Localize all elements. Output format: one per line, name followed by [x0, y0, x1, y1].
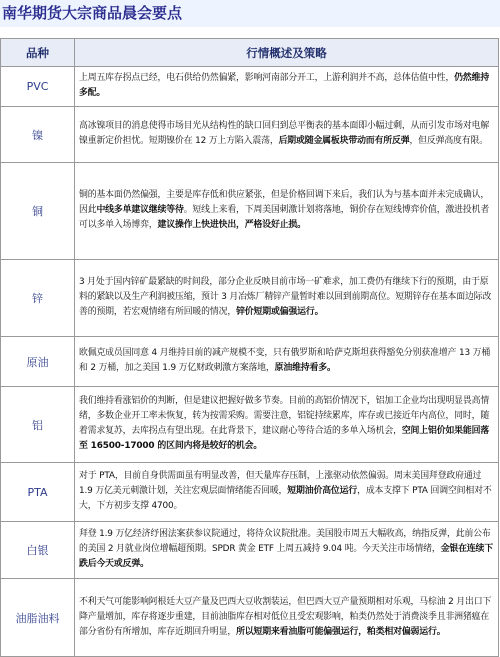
- row-zinc: [1, 260, 499, 337]
- commentary: 上周五库存拐点已经，电石供给仍然偏紧，影响河南部分开工，上游利润并不高，总体估值中性，仍然维持多配。: [75, 67, 499, 107]
- report-title: 南华期货大宗商品晨会要点: [0, 0, 500, 27]
- commodity-name: 铝: [1, 387, 75, 463]
- row-aluminum: [1, 387, 499, 463]
- commodity-name: PTA: [1, 463, 75, 522]
- commodity-name: 白银: [1, 522, 75, 579]
- commentary: 对于 PTA，目前自身供需面虽有明显改善，但天量库存压制，上涨驱动依然偏弱。周末美国拜登政府通过 1.9 万亿美元刺激计划，关注宏观层面情绪能否回暖，短期油价高位运行，成本支撑下 PTA 回调空间相对不大，下方初步支撑 4700。: [75, 463, 499, 522]
- commodity-name: 镍: [1, 107, 75, 163]
- key-view: 中线多单建议继续等待: [96, 205, 184, 215]
- commentary: 我们维持看涨铝价的判断，但是建议把握好做多节奏。目前的高铝价情况下，铝加工企业均出现明显畏高情绪，多数企业开工率未恢复，转为按需采购。需要注意，铝锭持续累库，库存或已接近年内高位，同时，随着需求复苏，去库拐点有望出现。在此背景下，建议耐心等待合适的多单入场机会，空间上铝价如果能回落至 16500-17000 的区间内将是较好的机会。: [75, 387, 499, 463]
- commentary: 欧佩克成员国同意 4 月维持目前的减产规模不变，只有俄罗斯和哈萨克斯坦获得豁免分别获准增产 13 万桶和 2 万桶，加之美国 1.9 万亿财政刺激方案落地，原油维持看多。: [75, 337, 499, 387]
- key-view-secondary: 建议操作上快进快出，严格设好止损。: [157, 220, 306, 230]
- key-view: 金银在连续下跌后今天或反弹。: [79, 544, 493, 569]
- commodity-name: 锌: [1, 260, 75, 337]
- commentary: 3 月处于国内锌矿最紧缺的时间段，部分企业反映目前市场一矿难求，加工费仍有继续下行的预期，由于原料的紧缺以及生产利润被压缩，预计 3 月冶炼厂精锌产量暂时难以回到前期高位。短期锌存在基本面边际改善的预期，若宏观情绪有所回暖的情况，锌价短期或偏强运行。: [75, 260, 499, 337]
- row-pvc: [1, 67, 499, 107]
- key-view: 后期或随金属板块带动而有所反弹: [278, 136, 410, 146]
- row-crude-oil: [1, 337, 499, 387]
- commentary: 不利天气可能影响阿根廷大豆产量及巴西大豆收割装运，但巴西大豆产量预期相对乐观，马棕油 2 月出口下降产量增加，库存将逐步重建，目前油脂库存相对低位且受宏观影响，粕类仍然处于消费淡季且非洲猪瘟在部分省份有所增加，库存近期回升明显，所以短期来看油脂可能偏强运行，粕类相对偏弱运行。: [75, 579, 499, 657]
- row-silver: [1, 522, 499, 579]
- key-view: 所以短期来看油脂可能偏强运行，粕类相对偏弱运行。: [236, 626, 446, 637]
- key-view: 仍然维持多配。: [79, 73, 490, 98]
- row-copper: [1, 163, 499, 260]
- header-row: [1, 39, 499, 67]
- key-view: 空间上铝价如果能回落至 16500-17000 的区间内将是较好的机会。: [79, 426, 490, 451]
- key-view: 原油维持看多。: [274, 363, 336, 373]
- header-commodity: 品种: [1, 39, 75, 67]
- key-view: 锌价短期或偏强运行。: [236, 307, 324, 317]
- commentary-table: [0, 38, 499, 657]
- key-view: 短期油价高位运行: [287, 486, 358, 496]
- header-summary: 行情概述及策略: [75, 39, 499, 67]
- commentary: 拜登 1.9 万亿经济纾困法案获参议院通过，将待众议院批准。美国股市周五大幅收高，纳指反弹，此前公布的美国 2 月就业岗位增幅超预期。SPDR 黄金 ETF 上周五减持 9.04 吨。今天关注市场情绪，金银在连续下跌后今天或反弹。: [75, 522, 499, 579]
- commodity-name: PVC: [1, 67, 75, 107]
- row-oils-oilseeds: [1, 579, 499, 657]
- commentary: 高冰镍项目的消息使得市场目光从结构性的缺口回归到总平衡表的基本面即小幅过剩，从而引发市场对电解镍重新定价担忧。短期镍价在 12 万上方陷入震荡，后期或随金属板块带动而有所反弹，但反弹高度有限。: [75, 107, 499, 163]
- row-nickel: [1, 107, 499, 163]
- commodity-name: 原油: [1, 337, 75, 387]
- commodity-name: 铜: [1, 163, 75, 260]
- commentary: 铜的基本面仍然偏强，主要是库存低和供应紧张，但是价格回调下来后，我们认为与基本面并未完成确认，因此中线多单建议继续等待。短线上来看，下周美国刺激计划将落地，铜价存在短线博弈价值，激进投机者可以多单入场博弈，建议操作上快进快出，严格设好止损。: [75, 163, 499, 260]
- commodity-name: 油脂油料: [1, 579, 75, 657]
- row-pta: [1, 463, 499, 522]
